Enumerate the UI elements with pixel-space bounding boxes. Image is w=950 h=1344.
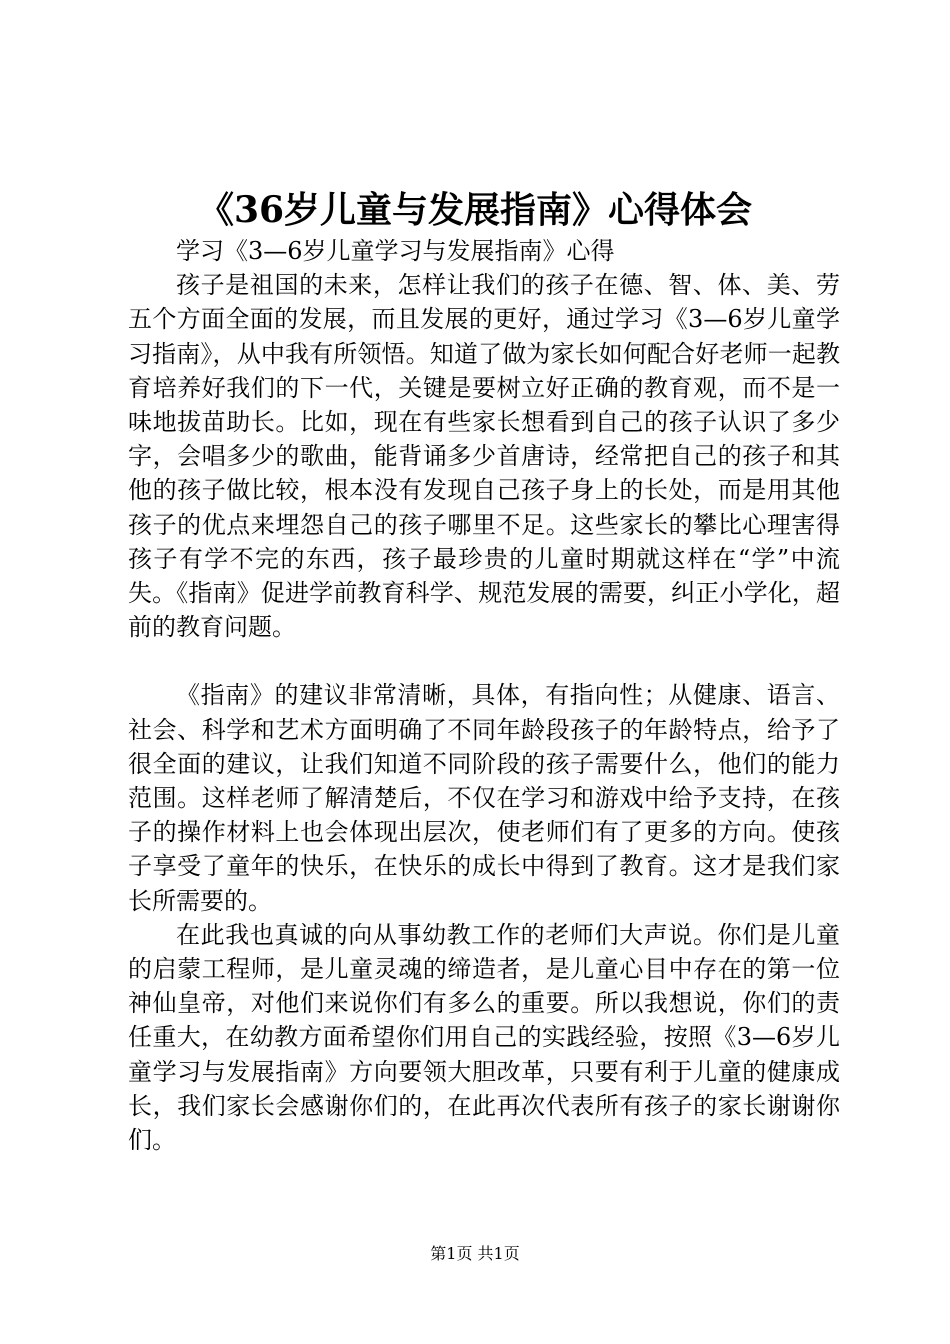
document-subtitle: 学习《3—6岁儿童学习与发展指南》心得 [176, 237, 615, 265]
paragraph-spacer [128, 644, 840, 678]
paragraph-3: 在此我也真诚的向从事幼教工作的老师们大声说。你们是儿童的启蒙工程师，是儿童灵魂的缔造者，是儿童心目中存在的第一位神仙皇帝，对他们来说你们有多么的重要。所以我想说，你们的责任重大，在幼教方面希望你们用自己的实践经验，按照《3—6岁儿童学习与发展指南》方向要领大胆改革，只要有利于儿童的健康成长，我们家长会感谢你们的，在此再次代表所有孩子的家长谢谢你们。 [128, 920, 840, 1155]
document-body [128, 234, 840, 1157]
paragraph-1: 孩子是祖国的未来，怎样让我们的孩子在德、智、体、美、劳五个方面全面的发展，而且发展的更好，通过学习《3—6岁儿童学习指南》，从中我有所领悟。知道了做为家长如何配合好老师一起教育培养好我们的下一代，关键是要树立好正确的教育观，而不是一味地拔苗助长。比如，现在有些家长想看到自己的孩子认识了多少字，会唱多少的歌曲，能背诵多少首唐诗，经常把自己的孩子和其他的孩子做比较，根本没有发现自己孩子身上的长处，而是用其他孩子的优点来埋怨自己的孩子哪里不足。这些家长的攀比心理害得孩子有学不完的东西，孩子最珍贵的儿童时期就这样在“学”中流失。《指南》促进学前教育科学、规范发展的需要，纠正小学化，超前的教育问题。 [128, 271, 840, 642]
document-title: 《36岁儿童与发展指南》心得体会 [197, 189, 753, 231]
paragraph-2: 《指南》的建议非常清晰，具体，有指向性；从健康、语言、社会、科学和艺术方面明确了不同年龄段孩子的年龄特点，给予了很全面的建议，让我们知道不同阶段的孩子需要什么，他们的能力范围。这样老师了解清楚后，不仅在学习和游戏中给予支持，在孩子的操作材料上也会体现出层次，使老师们有了更多的方向。使孩子享受了童年的快乐，在快乐的成长中得到了教育。这才是我们家长所需要的。 [128, 681, 840, 915]
page-number-footer: 第1页 共1页 [430, 1244, 520, 1263]
